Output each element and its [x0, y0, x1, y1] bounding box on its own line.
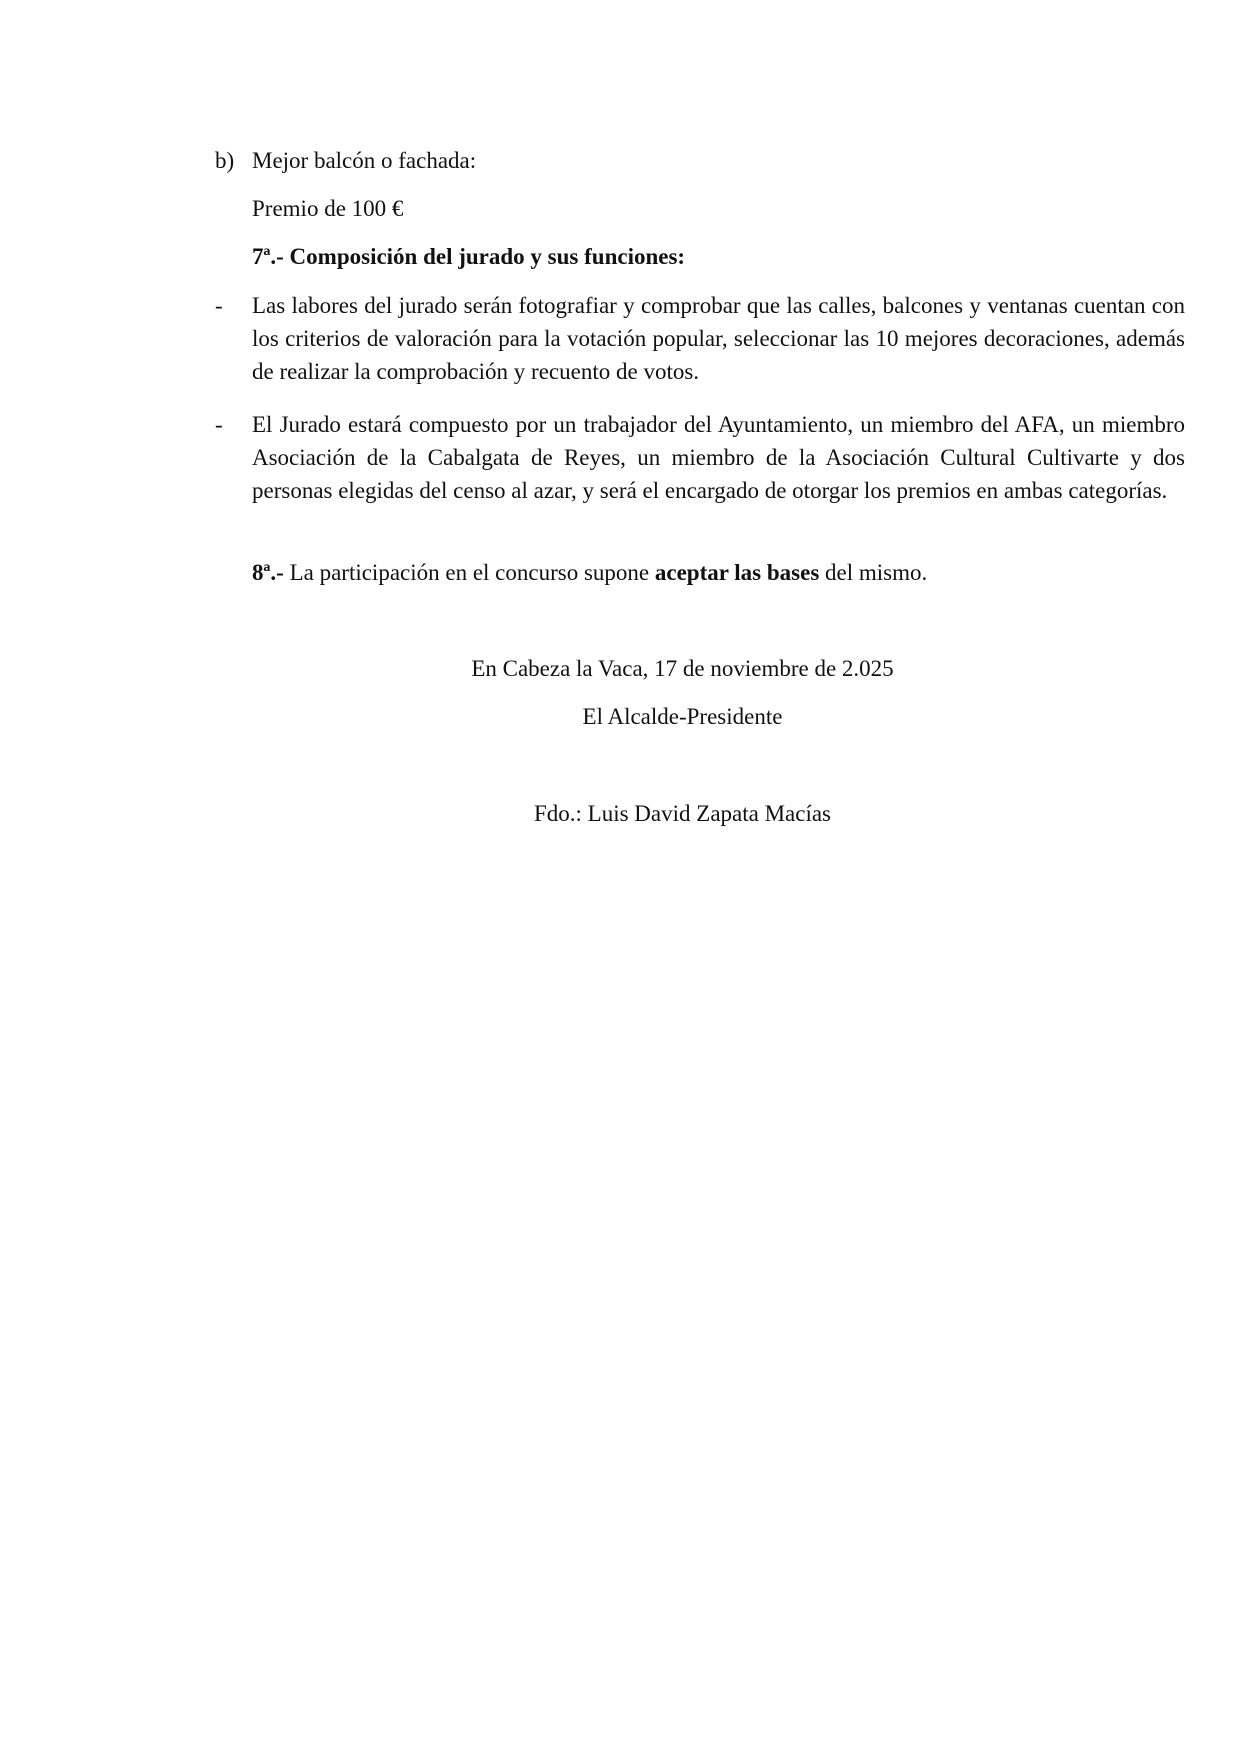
section-8-number: 8ª.-	[252, 560, 284, 585]
section-7-heading: 7ª.- Composición del jurado y sus funciones:	[252, 244, 686, 269]
bullet-marker: -	[215, 293, 223, 318]
bullet-marker: -	[215, 412, 223, 437]
bullet-text: Las labores del jurado serán fotografiar y comprobar que las calles, balcones y ventanas cuentan con los criterios de valoración para la votación popular, seleccionar las 10 mejores decoraciones, además de realizar la comprobación y recuento de votos.	[252, 293, 1185, 384]
place-date: En Cabeza la Vaca, 17 de noviembre de 2.025	[471, 656, 894, 681]
section-8-text: La participación en el concurso supone	[283, 560, 655, 585]
section-8-bold-text: aceptar las bases	[654, 560, 820, 585]
bullet-item	[215, 408, 1185, 540]
signatory-title: El Alcalde-Presidente	[582, 704, 783, 729]
signatory-name: Fdo.: Luis David Zapata Macías	[533, 801, 831, 826]
section-8-paragraph	[252, 556, 1185, 589]
list-item-text: Mejor balcón o fachada:	[252, 148, 477, 173]
prize-text: Premio de 100 €	[252, 196, 404, 221]
list-marker: b)	[215, 148, 235, 173]
bullet-item	[215, 289, 1185, 388]
list-item-b	[215, 144, 1185, 177]
section-8-text-end: del mismo.	[819, 560, 928, 585]
bullet-text: El Jurado estará compuesto por un trabajador del Ayuntamiento, un miembro del AFA, un miembro Asociación de la Cabalgata de Reyes, un miembro de la Asociación Cultural Cultivarte y dos personas elegidas del censo al azar, y será el encargado de otorgar los premios en ambas categorías.	[252, 412, 1185, 503]
